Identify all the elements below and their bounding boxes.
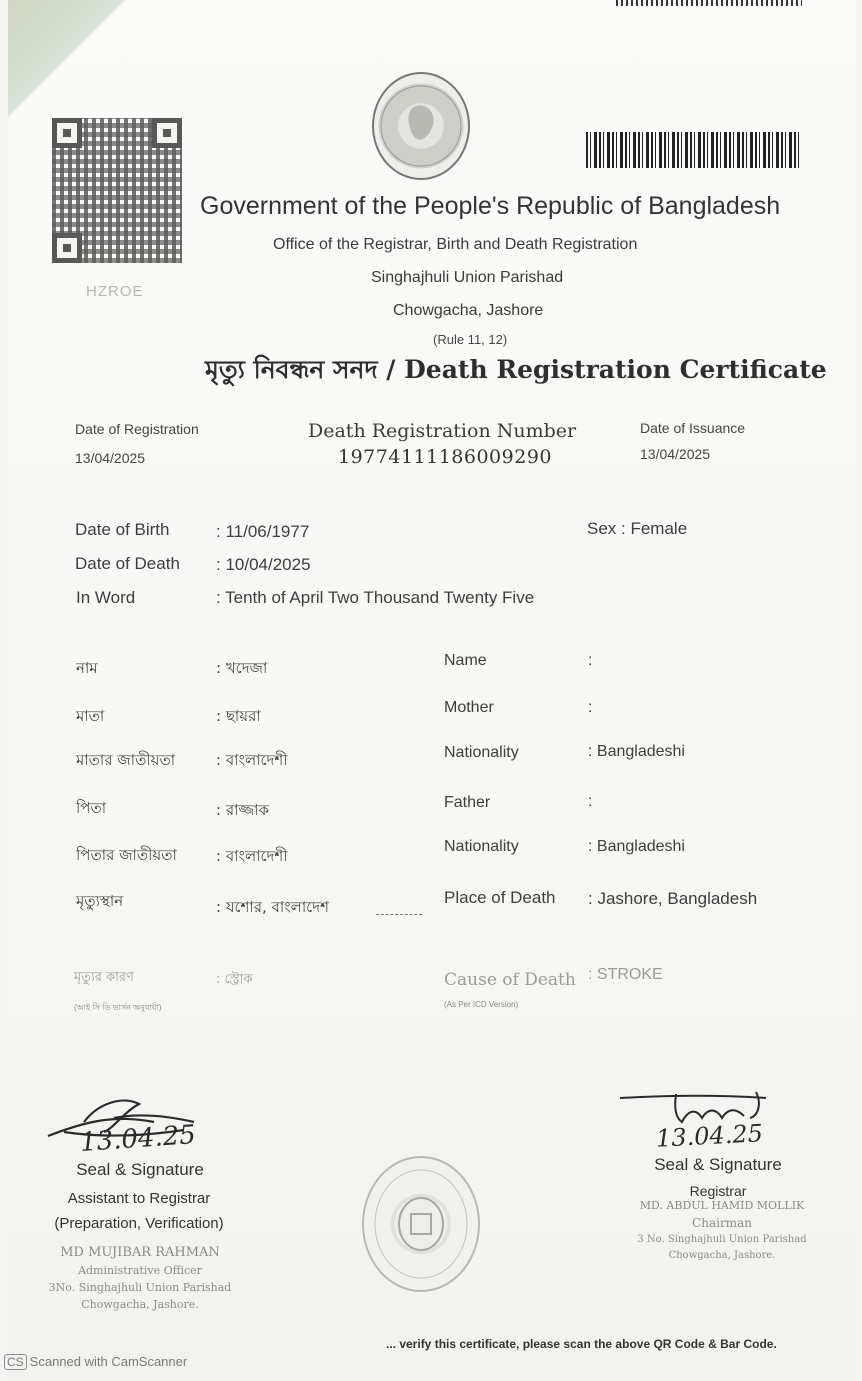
en-name-value: : <box>588 652 593 669</box>
camscanner-watermark <box>4 1354 187 1370</box>
right-signature-date: 13.04.25 <box>655 1119 764 1153</box>
date-of-registration-value: 13/04/2025 <box>75 450 146 466</box>
right-stamp-name: MD. ABDUL HAMID MOLLIK <box>639 1199 805 1212</box>
en-mother-label: Mother <box>444 699 494 716</box>
right-stamp-place: Chowgacha, Jashore. <box>668 1250 776 1261</box>
bn-mother-value: : ছায়রা <box>216 707 261 725</box>
government-seal-icon <box>372 72 470 180</box>
bn-father-label: পিতা <box>76 799 107 817</box>
government-title: Government of the People's Republic of Bangladesh <box>200 192 781 220</box>
left-signature-date: 13.04.25 <box>79 1119 197 1159</box>
qr-code <box>52 118 182 263</box>
left-seal-signature-label: Seal & Signature <box>76 1160 204 1179</box>
date-of-issuance-label: Date of Issuance <box>640 420 746 436</box>
bn-name-value: : খদেজা <box>216 659 268 677</box>
en-cause-of-death-label: Cause of Death <box>444 970 576 990</box>
right-seal-signature-label: Seal & Signature <box>654 1155 782 1174</box>
qr-finder-bottom-left <box>52 233 82 263</box>
bn-cause-of-death-label: মৃত্যুর কারণ <box>74 970 134 985</box>
union-parishad-seal-icon <box>362 1156 480 1292</box>
date-of-issuance-value: 13/04/2025 <box>640 446 711 462</box>
bn-cause-of-death-value: : স্ট্রোক <box>216 972 253 987</box>
date-of-registration-label: Date of Registration <box>75 421 199 437</box>
bn-place-of-death-value: : যশোর, বাংলাদেশ <box>216 898 329 916</box>
bn-name-label: নাম <box>76 659 98 677</box>
right-stamp-title: Chairman <box>692 1216 752 1230</box>
bn-mother-nationality-label: মাতার জাতীয়তা <box>76 751 176 769</box>
right-stamp-org: 3 No. Singhajhuli Union Parishad <box>637 1234 807 1245</box>
bn-icd-note: (আই সি ডি ভার্সন অনুযায়ী) <box>74 1003 162 1012</box>
rule-reference: (Rule 11, 12) <box>433 332 508 347</box>
left-role-detail: (Preparation, Verification) <box>54 1215 224 1232</box>
en-place-of-death-label: Place of Death <box>444 888 556 907</box>
certificate-title: মৃত্যু নিবন্ধন সনদ / Death Registration Certificate <box>205 355 827 384</box>
qr-finder-top-left <box>52 118 82 148</box>
en-mother-nationality-label: Nationality <box>444 744 519 761</box>
right-role: Registrar <box>689 1183 747 1199</box>
en-father-value: : <box>588 793 593 810</box>
in-word-label: In Word <box>76 588 136 607</box>
seal-map-icon <box>374 74 468 178</box>
top-edge-barcode <box>616 0 802 6</box>
left-stamp-title: Administrative Officer <box>78 1264 202 1277</box>
en-place-of-death-value: : Jashore, Bangladesh <box>588 889 758 908</box>
office-name: Office of the Registrar, Birth and Death Registration <box>273 236 638 253</box>
location-name: Chowgacha, Jashore <box>393 302 544 319</box>
en-name-label: Name <box>444 652 487 669</box>
left-role: Assistant to Registrar <box>67 1190 211 1207</box>
union-name: Singhajhuli Union Parishad <box>371 269 564 286</box>
en-icd-note: (As Per ICD Version) <box>444 1000 519 1009</box>
en-father-label: Father <box>444 794 491 811</box>
en-cause-of-death-value: : STROKE <box>588 966 663 983</box>
bn-mother-label: মাতা <box>76 707 105 725</box>
barcode <box>586 132 802 168</box>
en-father-nationality-value: : Bangladeshi <box>588 838 685 855</box>
seal-emblem-icon <box>364 1158 478 1290</box>
bn-father-nationality-value: : বাংলাদেশী <box>216 847 288 865</box>
en-mother-value: : <box>588 699 593 716</box>
left-stamp-org: 3No. Singhajhuli Union Parishad <box>48 1281 232 1294</box>
date-of-death-label: Date of Death <box>75 554 180 573</box>
registration-number-value: 19774111186009290 <box>338 446 553 468</box>
camscanner-text: Scanned with CamScanner <box>29 1354 188 1369</box>
bn-father-value: : রাজ্জাক <box>216 801 270 819</box>
qr-code-text: HZROE <box>86 283 144 300</box>
date-of-birth-value: : 11/06/1977 <box>216 522 310 541</box>
bn-mother-nationality-value: : বাংলাদেশী <box>216 751 288 769</box>
date-of-death-value: : 10/04/2025 <box>216 555 311 574</box>
registration-number-label: Death Registration Number <box>308 420 577 442</box>
left-stamp-place: Chowgacha, Jashore. <box>81 1298 199 1311</box>
camscanner-logo-icon: CS <box>4 1354 27 1370</box>
en-mother-nationality-value: : Bangladeshi <box>588 743 685 760</box>
bn-father-nationality-label: পিতার জাতীয়তা <box>76 846 177 864</box>
en-father-nationality-label: Nationality <box>444 838 519 855</box>
left-stamp-name: MD MUJIBAR RAHMAN <box>60 1245 220 1260</box>
bn-place-of-death-label: মৃত্যুস্থান <box>76 892 124 910</box>
dashed-mark <box>376 914 422 915</box>
verification-note: ... verify this certificate, please scan the above QR Code & Bar Code. <box>386 1337 777 1351</box>
date-of-birth-label: Date of Birth <box>75 520 170 539</box>
in-word-value: : Tenth of April Two Thousand Twenty Five <box>216 588 535 607</box>
sex-value: Sex : Female <box>587 519 688 538</box>
qr-finder-top-right <box>152 118 182 148</box>
